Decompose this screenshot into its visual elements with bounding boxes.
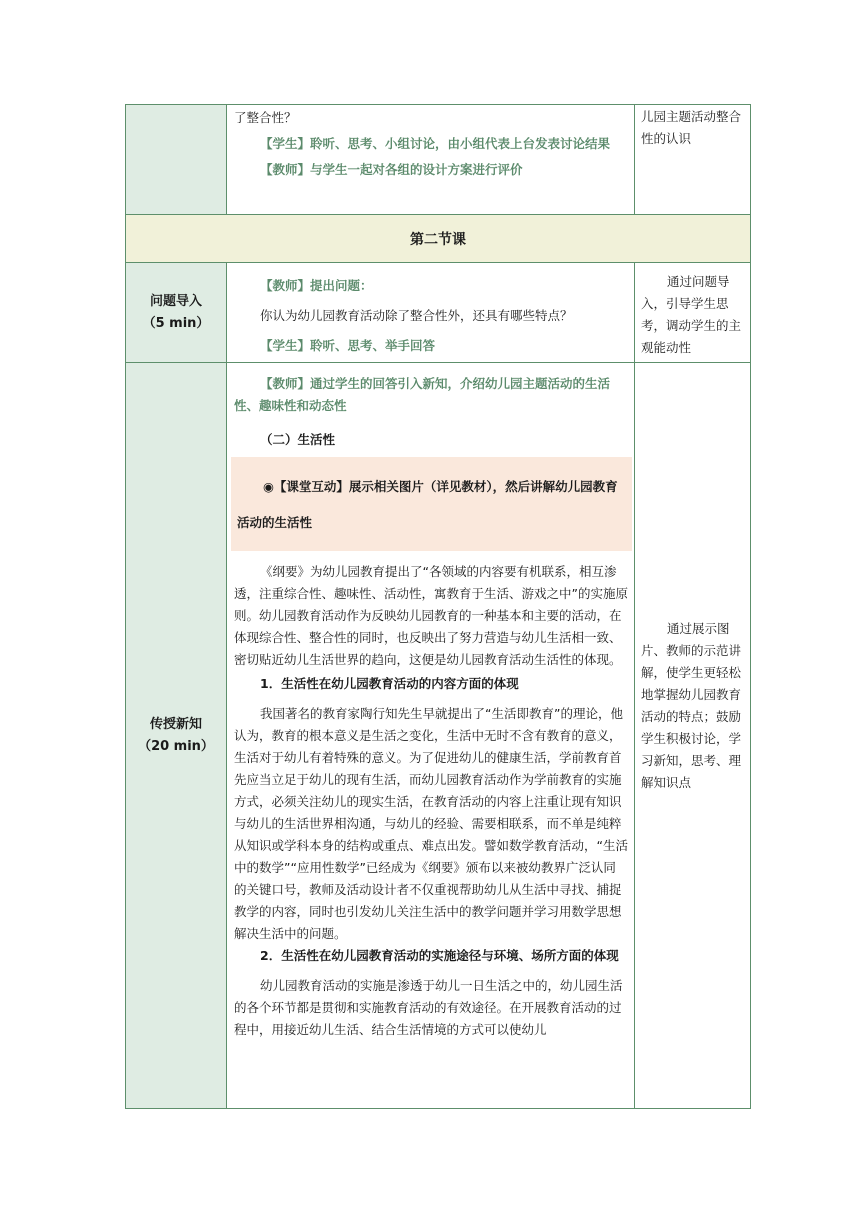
subheading: 1．生活性在幼儿园教育活动的内容方面的体现 — [260, 676, 519, 691]
continuation-row — [126, 105, 751, 215]
section-row — [126, 215, 751, 263]
section-heading: （二）生活性 — [260, 432, 336, 447]
interaction-text: ◉【课堂互动】展示相关图片（详见教材），然后讲解幼儿园教育活动的生活性 — [237, 479, 618, 530]
intro-row — [126, 263, 751, 363]
content-cell — [227, 363, 635, 1109]
teacher-question-label: 【教师】提出问题： — [260, 278, 373, 293]
design-note: 通过展示图片、教师的示范讲解，使学生更轻松地掌握幼儿园教育活动的特点；鼓励学生积极讨论，学习新知，思考、理解知识点 — [641, 620, 742, 790]
question-text: 你认为幼儿园教育活动除了整合性外，还具有哪些特点？ — [260, 308, 573, 323]
paragraph: 幼儿园教育活动的实施是渗透于幼儿一日生活之中的，幼儿园生活的各个环节都是贯彻和实施教育活动的有效途径。在开展教育活动的过程中，用接近幼儿生活、结合生活情境的方式可以使幼儿 — [234, 978, 623, 1037]
stage-cell-intro — [126, 263, 227, 363]
note-cell — [635, 363, 751, 1109]
student-activity: 【学生】聆听、思考、小组讨论，由小组代表上台发表讨论结果 — [260, 136, 611, 151]
design-note: 通过问题导入，引导学生思考，调动学生的主观能动性 — [641, 274, 742, 355]
teacher-activity: 【教师】与学生一起对各组的设计方案进行评价 — [260, 162, 523, 177]
stage-name: 问题导入 — [149, 293, 202, 309]
stage-name: 传授新知 — [149, 716, 202, 732]
stage-time: （20 min） — [138, 738, 214, 754]
stage-cell-teach — [126, 363, 227, 1109]
stage-cell-empty — [126, 105, 227, 215]
teach-row — [126, 363, 751, 1109]
lesson-plan-table — [125, 104, 751, 1109]
note-cell — [635, 105, 751, 215]
continued-text: 了整合性？ — [234, 110, 297, 125]
content-cell — [227, 263, 635, 363]
paragraph: 我国著名的教育家陶行知先生早就提出了“生活即教育”的理论，他认为，教育的根本意义是生活之变化，生活中无时不含有教育的意义，生活对于幼儿有着特殊的意义。为了促进幼儿的健康生活，学前教育首先应当立足于幼儿的现有生活，而幼儿园教育活动作为学前教育的实施方式，必须关注幼儿的现实生活，在教育活动的内容上注重让现有知识与幼儿的生活世界相沟通，与幼儿的经验、需要相联系，而不单是纯粹从知识或学科本身的结构或重点、难点出发。譬如数学教育活动，“生活中的数学”“应用性数学”已经成为《纲要》颁布以来被幼教界广泛认同的关键口号，教师及活动设计者不仅重视帮助幼儿从生活中寻找、捕捉教学的内容，同时也引发幼儿关注生活中的教学问题并学习用数学思想解决生活中的问题。 — [234, 706, 628, 941]
stage-time: （5 min） — [142, 315, 210, 331]
design-note: 儿园主题活动整合性的认识 — [641, 109, 742, 146]
subheading: 2．生活性在幼儿园教育活动的实施途径与环境、场所方面的体现 — [260, 948, 619, 963]
paragraph: 《纲要》为幼儿园教育提出了“各领域的内容要有机联系，相互渗透，注重综合性、趣味性、活动性，寓教育于生活、游戏之中”的实施原则。幼儿园教育活动作为反映幼儿园教育的一种基本和主要的活动，在体现综合性、整合性的同时，也反映出了努力营造与幼儿生活相一致、密切贴近幼儿生活世界的趋向，这便是幼儿园教育活动生活性的体现。 — [234, 564, 628, 667]
classroom-interaction-box — [231, 457, 632, 551]
student-activity: 【学生】聆听、思考、举手回答 — [260, 338, 436, 353]
content-cell — [227, 105, 635, 215]
teacher-intro: 【教师】通过学生的回答引入新知，介绍幼儿园主题活动的生活性、趣味性和动态性 — [234, 376, 611, 413]
note-cell — [635, 263, 751, 363]
section-title: 第二节课 — [126, 215, 751, 263]
